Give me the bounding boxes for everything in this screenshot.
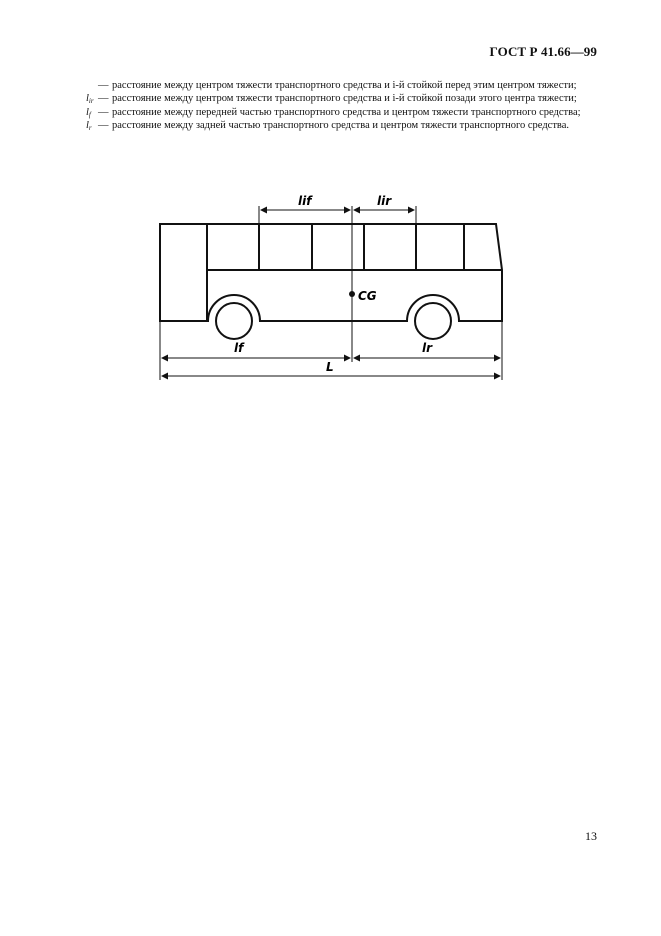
definition-symbol: $l_f$	[86, 106, 91, 119]
definition-dash: —	[98, 93, 109, 105]
definition-lr	[86, 119, 599, 132]
definition-dash: —	[98, 80, 109, 91]
definition-dash: —	[98, 106, 109, 118]
lr-label: lr	[422, 341, 433, 355]
definition-dash: —	[98, 120, 109, 132]
front-wheel	[216, 303, 252, 339]
definition-lir	[86, 92, 599, 105]
definition-symbol: $l_r$	[86, 120, 92, 133]
bus-diagram	[152, 188, 512, 388]
total-length-label: L	[326, 360, 334, 374]
definition-text: расстояние между центром тяжести транспортного средства и i-й стойкой перед этим центром тяжести;	[112, 80, 577, 91]
bus-dimension-figure	[152, 188, 512, 388]
definition-text: расстояние между передней частью транспортного средства и центром тяжести транспортного средства;	[112, 106, 581, 118]
lf-label: lf	[234, 341, 244, 355]
lir-label: lir	[377, 194, 392, 208]
definition-lif	[86, 79, 599, 92]
bus-body-outline	[160, 224, 502, 321]
cg-marker	[349, 291, 355, 297]
definition-text: расстояние между задней частью транспортного средства и центром тяжести транспортного средства.	[112, 120, 570, 132]
page-number: 13	[585, 829, 597, 843]
lif-label: lif	[298, 194, 312, 208]
definition-lf	[86, 106, 599, 119]
document-header-title: ГОСТ Р 41.66—99	[489, 44, 597, 59]
cg-label: CG	[358, 289, 377, 303]
definition-symbol: $l_{ir}$	[86, 93, 94, 106]
definition-text: расстояние между центром тяжести транспортного средства и i-й стойкой позади этого центра тяжести;	[112, 93, 577, 105]
definitions-list	[86, 79, 599, 133]
rear-wheel	[415, 303, 451, 339]
